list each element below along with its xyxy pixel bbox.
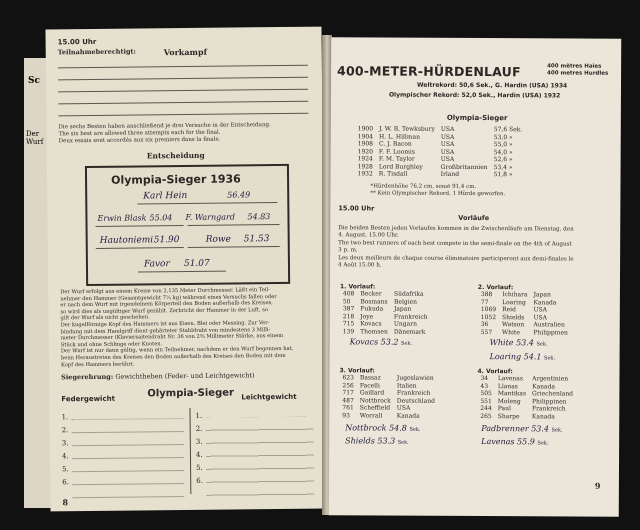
left-numbers <box>61 411 69 489</box>
country-cell: Südafrika <box>394 290 424 298</box>
athlete-cell: J. W. B. Tewksbury <box>379 125 435 133</box>
rules-text <box>60 287 317 369</box>
results-box <box>85 164 290 286</box>
rules-line: meter Durchmesser (Klaviersaitendraht Nr. 36 von 2⅜ Millimeter Stärke, aus einem <box>60 333 284 342</box>
heat-label: 4. Vorlauf: <box>477 368 513 376</box>
country-cell: USA <box>440 148 455 156</box>
winners-table <box>355 125 526 178</box>
bib-cell: 557 <box>480 328 493 336</box>
athlete-cell: White <box>501 328 520 336</box>
col-federgewicht: Federgewicht <box>61 394 115 404</box>
athlete-cell: Lord Burghley <box>378 162 423 171</box>
page-number-right: 9 <box>594 480 601 491</box>
handwritten-name: F. Warngard <box>185 212 236 223</box>
rules-line: Der kugelförmige Kopf des Hammers ist aus Eisen, Blei oder Messing. Zur Ver- <box>60 320 270 329</box>
country-cell: Kanada <box>396 412 420 420</box>
handwritten-unit: Sek. <box>537 440 549 447</box>
handwritten-result <box>345 436 409 445</box>
rank-number: 6. <box>62 478 69 487</box>
country-cell: Philippinen <box>533 328 568 336</box>
rank-number: 1. <box>195 411 203 420</box>
athlete-cell: F. F. Loomis <box>378 147 415 156</box>
bib-cell: 487 <box>342 396 354 404</box>
heat4-row <box>477 413 576 421</box>
handwritten-unit: Sek. <box>551 427 563 434</box>
athlete-cell: Scheffield <box>359 404 391 412</box>
athlete-cell: Facelli <box>359 381 380 390</box>
bib-cell: 256 <box>342 381 354 389</box>
teilnahme-label: Teilnahmeberechtigt: <box>57 47 136 57</box>
bib-cell: 623 <box>342 374 354 382</box>
footnote: ** Kein Olympischer Rekord, 1 Hürde geworfen. <box>370 190 506 198</box>
vorlaeufe-text <box>338 225 614 271</box>
heat-table <box>477 375 576 421</box>
rank-number: 3. <box>61 439 69 448</box>
athlete-cell: Nottbrock <box>359 396 391 405</box>
bib-cell: 388 <box>480 291 493 299</box>
heat2-row <box>478 291 571 299</box>
handwritten-value: 51.90 <box>153 235 180 246</box>
event-subtitles <box>547 63 608 76</box>
bib-cell: 1052 <box>480 313 497 321</box>
rules-line: er nach dem Wurf mit irgendeinem Körperteil den Boden außerhalb des Kreises, <box>60 300 273 309</box>
heat-label: 3. Vorlauf: <box>339 367 375 375</box>
event-subtitle: 400 metres Hurdles <box>547 69 609 77</box>
bib-cell: 36 <box>480 321 489 329</box>
rank-number: 4. <box>61 452 69 461</box>
bib-cell: 715 <box>342 320 355 328</box>
intro-line: Die sechs Besten haben anschließend je drei Versuche in der Entscheidung. <box>58 122 271 131</box>
country-cell: Großbritannien <box>440 163 488 171</box>
footnotes <box>370 183 505 198</box>
country-cell: Frankreich <box>531 405 566 413</box>
rules-line: Der Wurf ist nur dann gültig, wenn ein Teilnehmer, nachdem er den Wurf begonnen hat, <box>60 346 294 355</box>
handwritten-time: Lavenas 55.9 <box>481 437 535 447</box>
year-cell: 1928 <box>357 162 373 170</box>
dotted-lines-right <box>206 417 315 498</box>
athlete-cell: Shields <box>502 313 525 321</box>
heat2-row <box>478 329 571 337</box>
country-cell: Jugoslawien <box>396 374 434 382</box>
handwritten-value: 54.83 <box>247 212 271 222</box>
year-cell: 1908 <box>357 140 373 148</box>
bib-cell: 717 <box>342 389 354 397</box>
heat-1 <box>340 283 431 335</box>
time-cell: 53,0 » <box>493 133 513 141</box>
time-cell: 55,0 » <box>493 141 513 149</box>
athlete-cell: Loaring <box>502 298 526 306</box>
back-page-note: Der Wurf <box>26 130 44 146</box>
time-cell: 52,6 » <box>493 156 513 164</box>
athlete-cell: Lavenas <box>497 375 523 383</box>
athlete-cell: C. J. Bacon <box>378 140 412 148</box>
time-cell: 51,8 » <box>493 171 513 179</box>
athlete-cell: Joye <box>360 312 374 320</box>
country-cell: Kanada <box>533 298 557 306</box>
country-cell: Ungarn <box>393 320 417 328</box>
athlete-cell: R. Tisdall <box>378 170 408 178</box>
heat3-row <box>339 412 438 420</box>
bib-cell: 387 <box>342 305 355 313</box>
handwritten-value: 51.07 <box>183 258 210 270</box>
handwritten-name: Karl Hein <box>143 190 188 202</box>
athlete-cell: Llanas <box>497 382 518 390</box>
handwritten-unit: Sek. <box>536 341 548 348</box>
athlete-cell: Sharpe <box>497 412 520 420</box>
page-number-left: 8 <box>62 497 69 508</box>
athlete-cell: Paul <box>497 405 511 413</box>
athlete-cell: Bosmans <box>360 297 388 306</box>
left-page <box>45 27 326 512</box>
heat-table <box>340 290 431 335</box>
handwritten-result <box>350 337 412 346</box>
athlete-cell: Kovacs <box>360 320 382 328</box>
time-cell: 53,4 » <box>493 163 513 171</box>
athlete-cell: Reid <box>502 306 516 314</box>
footnote: *Hürdenhöhe 76,2 cm, sonst 91,4 cm. <box>370 183 477 191</box>
rules-line: bindung mit dem Handgriff dient gehärteter Stahldraht von mindestens 3 Milli- <box>60 326 271 335</box>
country-cell: Irland <box>440 170 460 178</box>
time-cell: 54,0 » <box>493 148 513 156</box>
right-time: 15.00 Uhr <box>338 204 375 213</box>
heat-label: 1. Vorlauf: <box>339 283 376 291</box>
handwritten-name: Hautoniemi <box>99 235 154 246</box>
intro-line: Deux essais sont accordés aux six premiers dans la finale. <box>58 136 221 145</box>
right-numbers <box>195 410 203 488</box>
bib-cell: 551 <box>480 397 492 405</box>
vorlaeufe-title: Vorläufe <box>458 213 490 223</box>
country-cell: Griechenland <box>532 390 574 398</box>
left-time: 15.00 Uhr <box>57 37 97 47</box>
country-cell: Belgien <box>393 298 418 306</box>
country-cell: Australien <box>533 321 565 329</box>
country-cell: Japan <box>533 291 551 299</box>
country-cell: Frankreich <box>393 313 428 321</box>
winners-row <box>355 170 526 178</box>
country-cell: USA <box>396 404 411 412</box>
year-cell: 1904 <box>357 132 374 140</box>
result-line <box>138 271 226 273</box>
bib-cell: 139 <box>342 327 355 335</box>
country-cell: USA <box>533 313 547 321</box>
handwritten-result <box>481 437 548 446</box>
sieger-title: Olympia-Sieger <box>446 113 508 123</box>
handwritten-time: Shields 53.3 <box>345 436 396 446</box>
box-title: Olympia-Sieger 1936 <box>110 172 241 187</box>
siegerehrung-text: Gewichtheben (Feder- und Leichtgewicht) <box>115 371 255 381</box>
country-cell: Dänemark <box>393 328 426 336</box>
athlete-cell: Bassaz <box>359 374 381 382</box>
handwritten-time: Padbrenner 53.4 <box>481 424 550 434</box>
country-cell: Kanada <box>531 412 555 420</box>
athlete-cell: Gaillard <box>359 389 385 397</box>
column-divider <box>189 408 191 494</box>
vorlaeufe-line: Les deux meilleurs de chaque course éliminatoire participeront aux demi-finales le <box>338 254 574 263</box>
handwritten-time: White 53.4 <box>489 338 534 348</box>
rank-number: 2. <box>61 426 69 435</box>
vorlaeufe-line: 4. August, 15.00 Uhr. <box>338 232 399 240</box>
bib-cell: 77 <box>480 298 489 306</box>
handwritten-value: 55.04 <box>149 213 173 223</box>
entry-line <box>58 101 308 105</box>
handwritten-time: Loaring 54.1 <box>489 352 542 362</box>
col-leichtgewicht: Leichtgewicht <box>241 392 297 402</box>
rank-number: 6. <box>196 476 203 485</box>
heat-label: 2. Vorlauf: <box>477 284 514 292</box>
rank-number: 3. <box>195 437 203 446</box>
athlete-cell: Worrall <box>359 411 383 420</box>
intro-text <box>58 122 313 146</box>
rules-line: Kopf des Hammers berührt. <box>60 361 135 368</box>
vorlaeufe-line: Die beiden Besten jeden Vorlaufes kommen in die Zwischenläufe am Dienstag, den <box>338 225 574 233</box>
handwritten-name: Erwin Blask <box>97 213 147 223</box>
entry-line <box>58 113 308 117</box>
siegerehrung-label: Siegerehrung: <box>61 372 114 382</box>
handwritten-result <box>490 352 556 361</box>
country-cell: Philippinen <box>532 397 567 405</box>
result-line <box>96 225 184 227</box>
rank-number: 1. <box>61 413 69 422</box>
heat-2 <box>478 284 572 336</box>
bib-cell: 265 <box>480 412 492 420</box>
athlete-cell: Becker <box>360 290 382 298</box>
year-cell: 1920 <box>357 147 373 155</box>
country-cell: Argentinien <box>532 375 569 383</box>
intro-line: The six best are allowed three attempts each for the final. <box>58 129 221 138</box>
result-line <box>137 202 277 204</box>
country-cell: USA <box>440 125 455 133</box>
bib-cell: 1069 <box>480 306 497 314</box>
athlete-cell: Thomsen <box>360 327 388 336</box>
rules-line: so wird dies als ungültiger Wurf gezählt. Zerbricht der Hammer in der Luft, so <box>60 306 269 316</box>
vorlaeufe-line: 4 Août 15.00 h. <box>338 262 382 269</box>
siegerehrung <box>61 371 254 381</box>
athlete-cell: Ichihara <box>502 291 528 299</box>
back-page-title: Sc <box>28 76 40 86</box>
right-page <box>329 37 621 517</box>
year-cell: 1900 <box>357 125 374 133</box>
handwritten-name: Favor <box>143 259 170 270</box>
handwritten-result <box>490 338 548 347</box>
vorlaeufe-line: 3 p. m. <box>338 247 358 254</box>
country-cell: Italien <box>396 382 417 390</box>
handwritten-value: 51.53 <box>243 234 270 245</box>
weltrekord: Weltrekord: 50,6 Sek., G. Hardin (USA) 1934 <box>416 81 568 90</box>
country-cell: USA <box>440 140 455 148</box>
country-cell: Kanada <box>532 382 556 390</box>
rules-line: nehmer den Hammer (Gesamtgewicht 7¼ kg) während eines Versuchs fallen oder <box>60 293 277 302</box>
country-cell: USA <box>440 155 455 163</box>
rules-line: gilt der Wurf als nicht geschehen. <box>60 314 150 322</box>
athlete-cell: F. M. Taylor <box>378 155 415 163</box>
rules-line: Der Wurf erfolgt aus einem Kreise von 2,135 Meter Durchmesser. Läßt ein Teil- <box>60 287 271 296</box>
country-cell: USA <box>533 306 548 314</box>
entscheidung-title: Entscheidung <box>146 150 205 161</box>
country-cell: Deutschland <box>396 397 435 405</box>
vorkampf-title: Vorkampf <box>163 46 208 58</box>
year-cell: 1924 <box>357 155 373 163</box>
handwritten-result <box>345 423 420 432</box>
result-line <box>188 246 280 248</box>
handwritten-name: Rowe <box>205 234 231 245</box>
country-cell: Frankreich <box>396 389 431 397</box>
entry-line <box>58 77 308 81</box>
vorlaeufe-line: The two best runners of each best compete in the semi-finale on the 4th of August <box>338 240 572 248</box>
heat-3 <box>339 367 438 420</box>
bib-cell: 93 <box>342 411 350 419</box>
country-cell: USA <box>440 133 455 141</box>
rank-number: 2. <box>195 424 203 433</box>
handwritten-time: Nottbrock 54.8 <box>345 423 407 433</box>
handwritten-unit: Sek. <box>400 340 413 347</box>
bib-cell: 761 <box>342 404 354 412</box>
result-line <box>96 247 184 249</box>
rank-number: 4. <box>195 450 203 459</box>
bib-cell: 408 <box>342 290 355 298</box>
handwritten-result <box>481 424 562 433</box>
rank-number: 5. <box>62 465 69 474</box>
heat-table <box>478 291 571 336</box>
entry-line <box>58 89 308 93</box>
olymp-rekord: Olympischer Rekord: 52,0 Sek., Hardin (USA) 1932 <box>388 91 561 100</box>
handwritten-unit: Sek. <box>409 426 421 433</box>
handwritten-value: 56.49 <box>227 190 251 200</box>
athlete-cell: Fukuda <box>360 305 384 313</box>
bib-cell: 34 <box>480 375 489 383</box>
bib-cell: 43 <box>480 382 489 390</box>
heat-4 <box>477 368 576 421</box>
rank-number: 5. <box>196 463 203 472</box>
entry-line <box>58 65 308 69</box>
athlete-cell: Moleng <box>497 397 521 405</box>
rules-line: Stück und ohne Schlinge oder Knoten. <box>60 341 163 349</box>
bib-cell: 50 <box>342 297 351 305</box>
year-cell: 1932 <box>357 170 373 178</box>
country-cell: Japan <box>393 305 412 313</box>
athlete-cell: Watson <box>502 321 525 329</box>
result-line <box>188 224 280 226</box>
col-olympia-sieger: Olympia-Sieger <box>147 387 234 400</box>
athlete-cell: H. L. Hillman <box>378 132 421 141</box>
handwritten-time: Kovacs 53.2 <box>349 337 399 347</box>
bib-cell: 218 <box>342 312 355 320</box>
heat1-row <box>340 328 431 336</box>
handwritten-unit: Sek. <box>397 439 409 446</box>
dotted-lines-left <box>72 418 185 500</box>
time-cell: 57,6 Sek. <box>493 126 523 134</box>
event-subtitle: 400 mètres Haies <box>547 63 602 70</box>
bib-cell: 505 <box>480 390 492 398</box>
handwritten-unit: Sek. <box>544 355 556 362</box>
rules-line: beim Heraustreten des Kreises den Boden außerhalb des Kreises den Boden mit dem <box>60 352 286 362</box>
event-title: 400-METER-HÜRDENLAUF <box>337 63 521 80</box>
bib-cell: 244 <box>480 405 492 413</box>
athlete-cell: Mantikas <box>497 390 527 398</box>
heat-table <box>339 374 438 420</box>
